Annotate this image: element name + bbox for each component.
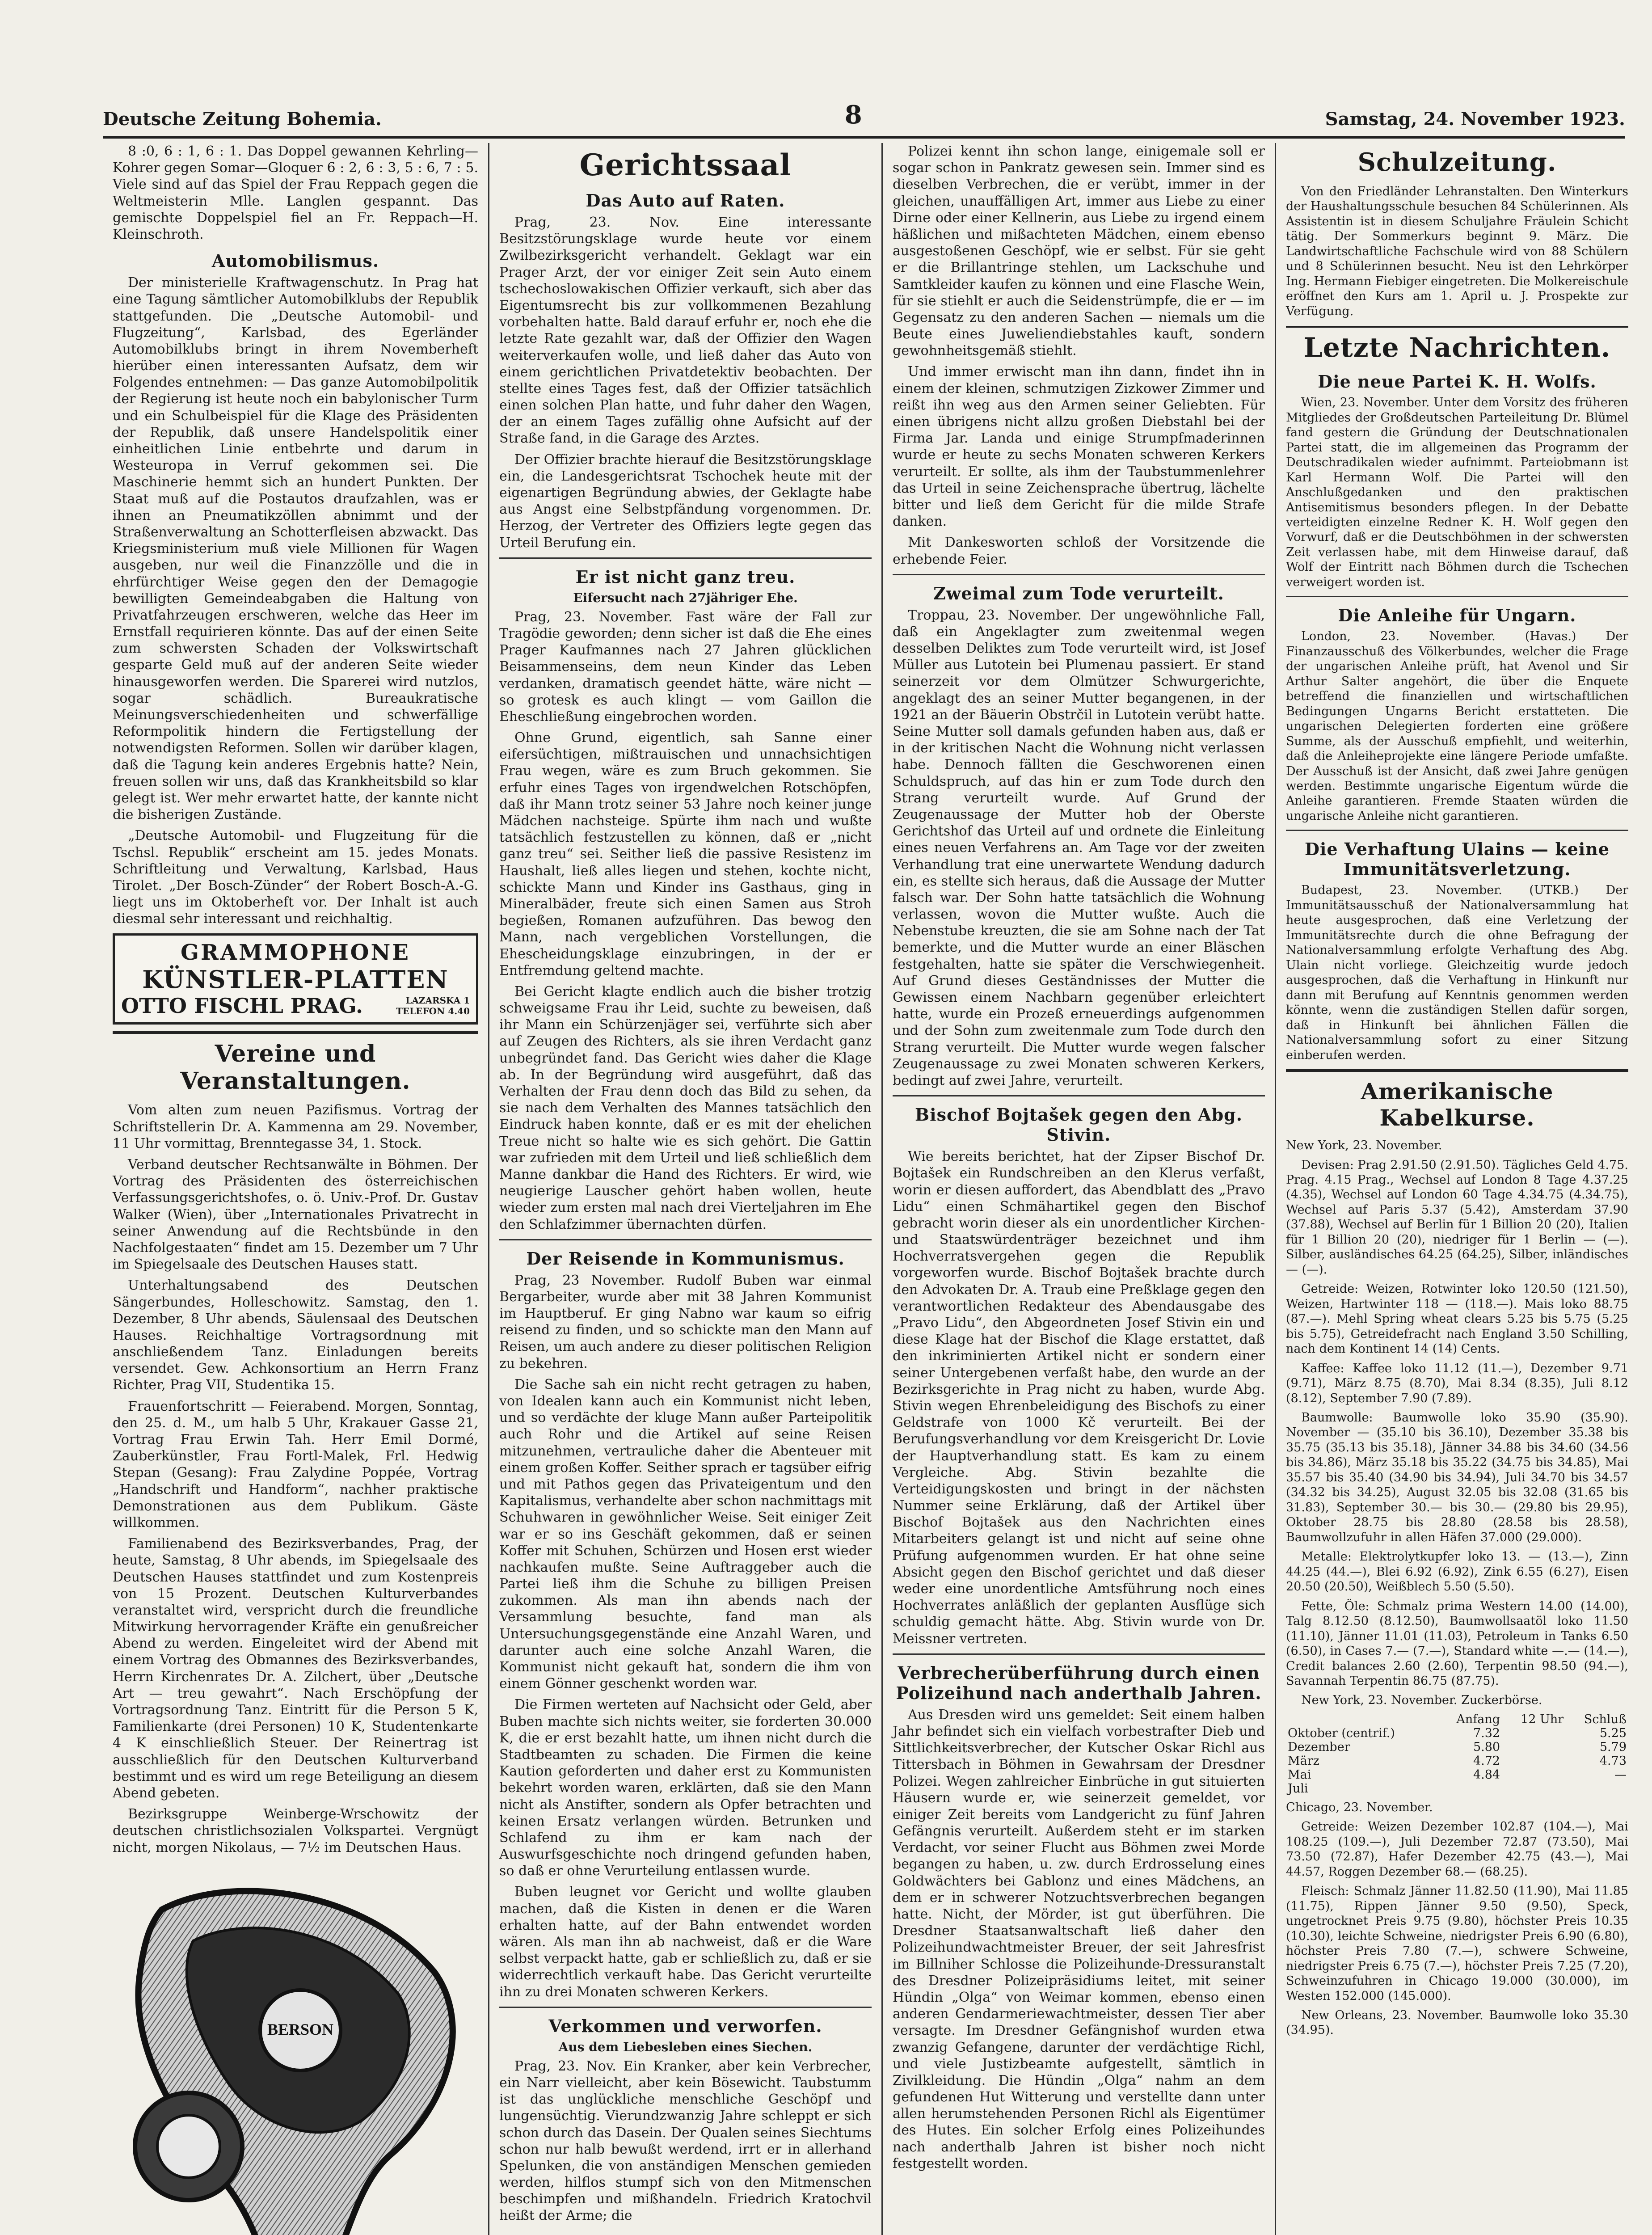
berson-advertisement [113,1869,478,2235]
table-cell: Dezember [1288,1740,1350,1754]
issue-date: Samstag, 24. November 1923. [1325,109,1625,130]
headline-partei-wolf: Die neue Partei K. H. Wolfs. [1318,371,1597,392]
sugar-title: New York, 23. November. Zuckerbörse. [1301,1693,1542,1708]
table-cell: — [1614,1767,1627,1782]
market-kaffee: Kaffee: Kaffee loko 11.12 (11.—), Dezember 9.71 (9.71), März 8.75 (8.70), Mai 8.34 (8.35), Juli 8.12 (8.12), September 7.90 (7.89). [1286,1361,1628,1405]
article-paragraph: London, 23. November. (Havas.) Der Finanzausschuß des Völkerbundes, welcher die Frage der ungarischen Anleihe prüft, hat Avenol und Sir Arthur Salter angehört, die über die Enquete betreffend die finanziellen und wirtschaftlichen Bedingungen Ungarns Bericht erstatteten. Die ungarischen Delegierten forderten eine größere Summe, als der Ausschuß empfiehlt, und weiterhin, daß die Anleiheprojekte eine längere Periode umfaßte. Der Ausschuß ist der Ansicht, daß zwei Jahre genügen werden. Bestimmte ungarische Eigentum würde die Anleihe garantieren. Fremde Staaten würden die ungarische Anleihe nicht garantieren. [1286,629,1628,823]
divider [1286,596,1628,597]
section-automobilismus: Automobilismus. [211,251,379,271]
table-cell [1502,1726,1565,1740]
table-cell [1502,1740,1565,1754]
ad-address-block [396,995,470,1016]
table-cell [1565,1782,1628,1796]
market-new-orleans: New Orleans, 23. November. Baumwolle loko 35.30 (34.95). [1286,2008,1628,2037]
market-chicago-fleisch: Fleisch: Schmalz Jänner 11.82.50 (11.90), Mai 11.85 (11.75), Rippen Jänner 9.50 (9.50), Speck, ungetrocknet Preis 9.75 (9.80), höchster Preis 10.35 (10.30), leichte Schweine, niedrigster Preis 6.90 (6.80), höchster Preis 7.80 (7.—), schwere Schweine, niedrigster Preis 6.75 (7.—), höchster Preis 7.25 (7.20), Schweinzufuhren in Chicago 19.000 (30.000), im Westen 152.000 (145.000). [1286,1884,1628,2003]
article-paragraph: Ohne Grund, eigentlich, sah Sanne einer eifersüchtigen, mißtrauischen und unnachsichtigen Frau wegen, wäre es zum Bruch gekommen. Sie erfuhr eines Tages von irgendwelchen Rotschöpfen, daß ihr Mann trotz seiner 53 Jahre noch keiner junge Mädchen nachsteige. Spürte ihm nach und wußte tatsächlich festzustellen zu können, daß er „nicht ganz treu“ sei. Seither ließ die passive Resistenz im Haushalt, ließ alles liegen und stehen, kochte nicht, schickte Mann und Kinder ins Gasthaus, ging in Mineralbäder, freute sich einen Samen aus Stroh begießen, Romanen aufzuführen. Das bewog den Mann, nach vergeblichen Vorstellungen, die Ehescheidungsklage einzubringen, in der er Entfremdung geltend machte. [499,730,872,978]
table-cell: Juli [1288,1781,1308,1796]
table-header-row [1286,1712,1628,1726]
market-chicago-getreide: Getreide: Weizen Dezember 102.87 (104.—), Mai 108.25 (109.—), Juli Dezember 72.87 (73.50), Mai 73.50 (72.87), Hafer Dezember 42.75 (43.—), Mai 44.57, Roggen Dezember 68.— (68.25). [1286,1820,1628,1879]
table-cell: 4.84 [1473,1767,1500,1782]
column-2 [489,143,883,2235]
table-header [1286,1712,1437,1726]
headline-nicht-treu: Er ist nicht ganz treu. [575,566,796,587]
table-row [1286,1754,1628,1768]
article-paragraph: Der Offizier brachte hierauf die Besitzstörungsklage ein, die Landesgerichtsrat Tschochek heute mit der eigenartigen Begründung abwies, der Geklagte habe aus Angst eine Selbstpfändung vorgenommen. Dr. Herzog, der Vertreter des Offiziers legte gegen das Urteil Berufung ein. [499,451,872,551]
table-cell: 5.25 [1599,1726,1627,1740]
table-header: Schluß [1584,1712,1627,1726]
article-paragraph: Prag, 23. Nov. Ein Kranker, aber kein Verbrecher, ein Narr vielleicht, aber kein Bösewicht. Taubstumm ist das unglückliche menschliche Geschöpf und lungensüchtig. Vierundzwanzig Jahre schleppt er sich schon durch das Dasein. Der Qualen seines Siechtums schon nur halb bewußt werdend, irrt er in allerhand Spelunken, die von anständigen Menschen gemieden werden, hilflos stumpf sich von den Mitmenschen beschimpfen und mißhandeln. Friedrich Kratochvil heißt der Arme; die [499,2058,872,2224]
table-cell: Oktober (centrif.) [1288,1726,1395,1740]
sugar-table [1286,1712,1628,1796]
table-cell [1437,1782,1502,1796]
table-cell: 4.73 [1599,1754,1627,1768]
market-devisen: Devisen: Prag 2.91.50 (2.91.50). Tägliches Geld 4.75. Prag. 4.15 Prag., Wechsel auf London 8 Tage 4.37.25 (4.35), Wechsel auf London 60 Tage 4.34.75 (4.34.75), Wechsel auf Paris 5.37 (5.42), Amsterdam 37.90 (37.88), Wechsel auf Berlin für 1 Billion 20 (20), Italien für 1 Billion 20 (20), niedriger für 1 Berlin — (—). Silber, ausländisches 64.25 (64.25), Silber, inländisches — (—). [1286,1158,1628,1277]
divider [499,2007,872,2008]
headline-zweimal-tode: Zweimal zum Tode verurteilt. [933,583,1224,603]
table-header: Anfang [1456,1712,1500,1726]
notice-saengerbund: Unterhaltungsabend des Deutschen Sängerbundes, Holleschowitz. Samstag, den 1. Dezember, 8 Uhr abends, Säulensaal des Deutschen Hauses. Reichhaltige Vortragsordnung mit anschließendem Tanz. Einladungen bereits versendet. Gew. Achkonsortium an Herrn Franz Richter, Prag VII, Studentika 15. [113,1278,478,1393]
table-row [1286,1768,1628,1782]
notice-rechtsanwaelte: Verband deutscher Rechtsanwälte in Böhmen. Der Vortrag des Präsidenten des österreichischen Verfassungsgerichtshofes, o. ö. Univ.-Prof. Dr. Gustav Walker (Wien), über „Internationales Privatrecht in seiner Anwendung auf die Rechtsbünde in den Nachfolgestaaten“ findet am 15. Dezember um 7 Uhr im Spiegelsaale des Deutschen Hauses statt. [113,1157,478,1273]
ad-phone: TELEFON 4.40 [396,1006,470,1017]
section-kabelkurse: Amerikanische Kabelkurse. [1361,1078,1554,1131]
headline-anleihe-ungarn: Die Anleihe für Ungarn. [1338,605,1576,626]
article-automobil-1: Der ministerielle Kraftwagenschutz. In Prag hat eine Tagung sämtlicher Automobilklubs der Republik stattgefunden. Die „Deutsche Automobil- und Flugzeitung“, Karlsbad, des Egerländer Automobilklubs bringt in ihrem Novemberheft hierüber einen interessanten Aufsatz, dem wir Folgendes entnehmen: — Das ganze Automobilpolitik der Regierung ist heute noch ein babylonischer Turm und ein Schulbeispiel für die Klage des Präsidenten der Republik, daß unsere Handelspolitik einer einheitlichen Linie entbehrte und darum in Westeuropa in Verruf gekommen sei. Die Maschinerie hemmt sich an hundert Punkten. Der Staat muß auf die Postautos draufzahlen, was er ihnen an Pneumatikzöllen abnimmt und der Straßenverwaltung an Schotterfleisen abzwackt. Das Kriegsministerium muß viele Millionen für Wagen ausgeben, nur weil die Finanzzölle und die in ehrfürchtiger Weise gegen den der Demagogie bewilligten Gemeindeabgaben die Haltung von Privatfahrzeugen erschweren, welche das Heer im Ernstfall requirieren könnte. Das auf der einen Seite zum schwersten Schaden der Volkswirtschaft gesparte Geld muß auf der anderen Seite wieder hinausgeworfen werden. Die Sparerei wird nutzlos, sogar schädlich. Bureaukratische Meinungsverschiedenheiten und schwerfällige Reformpolitik hindern die Fertigstellung der notwendigsten Reformen. Sollen wir darüber klagen, daß die Tagung kein anderes Ergebnis hatte? Nein, freuen sollen wir uns, daß das Krankheitsbild so klar gelegt ist. Wer mehr erwartet hatte, der kannte nicht die bisherigen Zustände. [113,275,478,823]
article-paragraph: Wien, 23. November. Unter dem Vorsitz des früheren Mitgliedes der Großdeutschen Parteileitung Dr. Blümel fand gestern die Gründung der Deutschnationalen Partei statt, die im allgemeinen das Programm der Deutschradikalen wieder aufnimmt. Parteiobmann ist Karl Hermann Wolf. Die Partei will den Anschlußgedanken und den praktischen Antisemitismus besonders pflegen. In der Debatte verteidigten einzelne Redner K. H. Wolf gegen den Vorwurf, daß er die Deutschböhmen in der schwersten Zeit verlassen habe, mit dem Hinweise darauf, daß Wolf der Eintritt nach Böhmen durch die Tschechen verweigert worden ist. [1286,396,1628,589]
column-3 [883,143,1276,2235]
shoe-heel-illustration [113,1869,479,2235]
table-cell [1502,1782,1565,1796]
table-cell [1502,1754,1565,1768]
divider [893,1095,1265,1096]
article-paragraph: Polizei kennt ihn schon lange, einigemale soll er sogar schon in Pankratz gewesen sein. Immer sind es dieselben Verbrechen, die er verübt, immer in der gleichen, unauffälligen Art, immer aus Liebe zu einer Dirne oder einer Kellnerin, aus Liebe zu irgend einem häßlichen und mißachteten Mädchen, einem ebenso ausgestoßenen Geschöpf, wie er selbst. Für sie geht er die Brillantringe stehlen, um Lackschuhe und Samtkleider kaufen zu können und eine Flasche Wein, für sie stiehlt er auch die Seidenstrümpfe, die er — im Gegensatz zu den anderen Sachen — niemals um die Beute eines Juweliendiebstahles kauft, sondern gewohnheitsgemäß stiehlt. [893,143,1265,359]
article-paragraph: Die Sache sah ein nicht recht getragen zu haben, von Idealen kann auch ein Kommunist nicht leben, und so verdächte der kluge Mann außer Parteipolitik auch Rohr und die Artikel auf seine Reisen mitzunehmen, vertrauliche daher die Abenteuer mit einem großen Koffer. Seither sprach er tagsüber eifrig und mit Pathos gegen das Privateigentum und den Kapitalismus, verhandelte aber schon nachmittags mit Schuhwaren in gewöhnlicher Weise. Seit einiger Zeit war er so ins Geschäft gekommen, daß er seinen Koffer mit Schuhen, Schürzen und Hosen erst wieder nachkaufen mußte. Seine Auftraggeber auch die Partei ließ ihm die Schuhe zu billigen Preisen zukommen. Als man ihn abends nach der Versammlung besuchte, fand man als Untersuchungsgegenstände eine Anzahl Waren, und darunter auch eine solche Anzahl Waren, die Kommunist nicht gekauft hat, sondern die ihm von einem Gönner geschenkt worden war. [499,1376,872,1692]
headline-verhaftung-ulain: Die Verhaftung Ulains — keine Immunitätsverletzung. [1304,839,1610,880]
divider [499,557,872,559]
table-header: 12 Uhr [1521,1712,1564,1726]
article-paragraph: Prag, 23 November. Rudolf Buben war einmal Bergarbeiter, wurde aber mit 38 Jahren Kommunist im Hauptberuf. Er ging Nabno war kaum so eifrig reisend zu finden, und so schickte man den Mann auf Reisen, um auch andere zu dieser politischen Religion zu bekehren. [499,1272,872,1371]
article-paragraph: Budapest, 23. November. (UTKB.) Der Immunitätsausschuß der Nationalversammlung hat heute ausgesprochen, daß eine Verletzung der Immunitätsrechte durch die ohne Befragung der Nationalversammlung erfolgte Verhaftung des Abg. Ulain nicht vorliege. Gleichzeitig wurde jedoch ausgesprochen, daß die Verhaftung in Hinkunft nur dann mit Berufung auf Kenntnis genommen werden könnte, wenn die zuständigen Stellen dafür sorgen, daß in Hinkunft bei ähnlichen Fällen die Nationalversammlung sofort zu einer Sitzung einberufen werden. [1286,883,1628,1062]
divider [1286,1069,1628,1072]
article-paragraph: Buben leugnet vor Gericht und wollte glauben machen, daß die Kisten in denen er die Waren erhalten hatte, auf der Bahn entwendet worden wären. Als man ihn ab nachweist, daß er die Ware selbst verpackt hatte, gab er schließlich zu, daß er sie widerrechtlich verkauft habe. Das Gericht verurteilte ihn zu drei Monaten schweren Kerkers. [499,1884,872,2000]
ad-address: LAZARSKA 1 [405,995,470,1006]
market-baumwolle: Baumwolle: Baumwolle loko 35.90 (35.90). November — (35.10 bis 36.10), Dezember 35.38 bis 35.75 (35.13 bis 35.18), Jänner 34.88 bis 34.60 (34.56 bis 34.86), März 35.18 bis 35.22 (34.75 bis 34.85), Mai 35.57 bis 35.40 (34.90 bis 34.94), Juli 34.70 bis 34.57 (34.32 bis 34.25), August 32.05 bis 32.08 (31.65 bis 31.83), September 30.— bis 30.— (29.80 bis 29.95), Oktober 28.75 bis 28.80 (28.58 bis 28.58), Baumwollzufuhr in allen Häfen 37.000 (29.000). [1286,1411,1628,1544]
notice-pazifismus: Vom alten zum neuen Pazifismus. Vortrag der Schriftstellerin Dr. A. Kammenna am 29. November, 11 Uhr vormittag, Brenntegasse 34, 1. Stock. [113,1102,478,1151]
article-paragraph: Troppau, 23. November. Der ungewöhnliche Fall, daß ein Angeklagter zum zweitenmal wegen desselben Deliktes zum Tode verurteilt wird, ist Josef Müller aus Lutotein bei Plumenau passiert. Er stand seinerzeit vor dem Olmützer Schwurgerichte, angeklagt des an seiner Mutter begangenen, in der 1921 an der Bäuerin Obstrčil in Lutotein verübt hatte. Seine Mutter soll damals gefunden haben aus, daß er in der kritischen Nacht die Wohnung nicht verlassen habe. Dennoch fällten die Geschworenen einen Schuldspruch, auf das hin er zum Tode durch den Strang verurteilt wurde. Auf Grund der Zeugenaussage der Mutter hob der Oberste Gerichtshof das Urteil auf und ordnete die Einleitung eines neuen Verfahrens an. Am Tage vor der zweiten Verhandlung trat eine unerwartete Wendung dadurch ein, es stellte sich heraus, daß die Aussage der Mutter falsch war. Der Sohn hatte tatsächlich die Wohnung verlassen, wovon die Mutter wußte. Auch die Nebenstube kreuzten, die sie am Sohne nach der Tat bemerkte, und die Mutter wurde an einer Bläschen festgehalten, hatte sie später die Verschwiegenheit. Auf Grund dieses Geständnisses der Mutter die Gewissen einem Nachbarn gegenüber erleichtert hatte, wurde ein Prozeß erneuerdings aufgenommen und der Sohn zum zweitenmale zum Tode durch den Strang verurteilt. Die Mutter wurde wegen falscher Zeugenaussage zu zwei Monaten schweren Kerkers, bedingt auf zwei Jahre, verurteilt. [893,607,1265,1088]
divider [893,1653,1265,1655]
table-cell: Mai [1288,1767,1311,1782]
columns [103,143,1629,2235]
article-paragraph: Und immer erwischt man ihn dann, findet ihn in einem der kleinen, schmutzigen Zizkower Zimmer und reißt ihn weg aus den Armen seiner Geliebten. Für einen übrigens nicht allzu großen Diebstahl bei der Firma Jar. Landa und einige Strumpfmaderinnen wurde er heute zu sechs Monaten schweren Kerkers verurteilt. Er sollte, als ihm der Taubstummenlehrer das Urteil in seine Zeichensprache übertrug, lächelte bitter und ließ dem Gericht für die milde Strafe danken. [893,364,1265,530]
table-cell: März [1288,1754,1319,1768]
section-vereine: Vereine und Veranstaltungen. [180,1040,411,1095]
article-paragraph: Mit Dankesworten schloß der Vorsitzende die erhebende Feier. [893,535,1265,567]
subheadline-liebesleben: Aus dem Liebesleben eines Siechen. [558,2039,813,2054]
ad-firm: OTTO FISCHL PRAG. [121,994,363,1018]
table-row [1286,1740,1628,1754]
table-row [1286,1782,1628,1796]
section-letzte-nachrichten: Letzte Nachrichten. [1303,332,1611,364]
table-cell: 5.80 [1473,1740,1500,1754]
market-getreide: Getreide: Weizen, Rotwinter loko 120.50 (121.50), Weizen, Hartwinter 118 — (118.—). Mais loko 88.75 (87.—). Mehl Spring wheat clears 5.25 bis 5.75 (5.25 bis 5.75), Getreidefracht nach England 3.50 Schilling, nach dem Kontinent 14 (14) Cents. [1286,1282,1628,1356]
market-fette: Fette, Öle: Schmalz prima Western 14.00 (14.00), Talg 8.12.50 (8.12.50), Baumwollsaatöl loko 11.50 (11.10), Jänner 11.01 (11.03), Petroleum in Tanks 6.50 (6.50), in Cases 7.— (7.—), Standard white —.— (14.—), Credit balances 2.60 (2.60), Terpentin 98.50 (94.—), Savannah Terpentin 86.75 (87.75). [1286,1599,1628,1688]
ad-line-2: KÜNSTLER-PLATTEN [142,965,449,994]
notice-frauenfortschritt: Frauenfortschritt — Feierabend. Morgen, Sonntag, den 25. d. M., um halb 5 Uhr, Krakauer Gasse 21, Vortrag Frau Erwin Tah. Herr Emil Dormé, Zauberkünstler, Frau Fortl-Malek, Frl. Hedwig Stepan (Gesang): Frau Zalydine Poppée, Vortrag „Handschrift und Handform“, nachher praktische Demonstrationen aus dem Publikum. Gäste willkommen. [113,1398,478,1531]
grammophone-advertisement [113,933,478,1025]
table-cell: 7.32 [1473,1726,1500,1740]
section-gerichtssaal: Gerichtssaal [579,148,792,182]
subheadline-eifersucht: Eifersucht nach 27jähriger Ehe. [573,590,798,605]
article-paragraph: Aus Dresden wird uns gemeldet: Seit einem halben Jahr befindet sich ein vielfach vorbestrafter Dieb und Sittlichkeitsverbrecher, der Kutscher Oskar Richl aus Tittersbach in Böhmen in Gewahrsam der Dresdner Polizei. Wegen zahlreicher Einbrüche in gut situierten Häusern wurde er, wie seinerzeit gemeldet, vor einiger Zeit bereits vom Landgericht zu fünf Jahren Gefängnis verurteilt. Außerdem steht er im starken Verdacht, vor seiner Flucht aus Böhmen zwei Morde begangen zu haben, u. zw. durch Erdrosselung eines Goldwächters bei Gablonz und eines Mädchens, an dem er in schwerer Notzuchtsverbrechen begangen hatte. Nicht, der Mörder, ist gut überführen. Die Dresdner Staatsanwaltschaft ließ daher den Polizeihundwachtmeister Breuer, der seit Jahresfrist im Billniher Schlosse die Polizeihunde-Dressuranstalt des Dresdner Polizeipräsidiums leitet, mit seiner Hündin „Olga“ von Weimar kommen, ebenso einen anderen Gendarmeriewachtmeister, dessen Tier aber versagte. Im Dresdner Gefängnishof wurden etwa zwanzig Gefangene, darunter der verdächtige Richl, und viele Justizbeamte aufgestellt, sämtlich in Zivilkleidung. Die Hündin „Olga“ nahm an dem gefundenen Hut Witterung und verstellte dann unter allen herumstehenden Personen Richl als Eigentümer des Hutes. Ein solcher Erfolg eines Polizeihundes nach anderthalb Jahren ist bisher noch nicht festgestellt worden. [893,1707,1265,2172]
article-paragraph: Prag, 23. November. Fast wäre der Fall zur Tragödie geworden; denn sicher ist daß die Ehe eines Prager Kaufmannes nach 27 Jahren glücklichen Beisammenseins, dem neun Kinder das Leben verdanken, dramatisch geendet hätte, wäre nicht — so grotesk es auch klingt — vom Gaillon die Eheschließung eingebrochen worden. [499,609,872,725]
headline-bischof: Bischof Bojtašek gegen den Abg. Stivin. [915,1105,1243,1145]
article-paragraph: Die Firmen werteten auf Nachsicht oder Geld, aber Buben machte sich nichts weiter, sie forderten 30.000 K, die er erst bezahlt hatte, um ihnen nicht durch die Stadtbeamten zu schaden. Die Firmen die keine Kaution geforderten und daher erst zu Kommunisten bekehrt worden waren, erklärten, daß sie den Mann nicht als Anstifter, sondern als Opfer betrachten und keinen Ersatz verlangen würden. Betrunken und Schlafend zu ihm er kam nach der Auswurfsgeschichte noch dringend gefunden haben, so daß er ohne Verurteilung entlassen wurde. [499,1697,872,1879]
divider [499,1239,872,1240]
market-metalle: Metalle: Elektrolytkupfer loko 13. — (13.—), Zinn 44.25 (44.—), Blei 6.92 (6.92), Zink 6.55 (6.27), Eisen 20.50 (20.50), Weißblech 5.50 (5.50). [1286,1550,1628,1594]
column-4 [1276,143,1638,2235]
column-1 [103,143,489,2235]
ad-line-1: GRAMMOPHONE [181,940,410,966]
table-row [1286,1726,1628,1740]
article-paragraph: Von den Friedländer Lehranstalten. Den Winterkurs der Haushaltungsschule besuchen 84 Schülerinnen. Als Assistentin ist in diesem Schuljahre Fräulein Schicht tätig. Der Sommerkurs beginnt 9. März. Die Landwirtschaftliche Fachschule wird von 88 Schülern und 8 Schülerinnen besucht. Neu ist den Lehrkörper Ing. Hermann Fiebiger eingetreten. Die Molkereischule eröffnet den Kurs am 1. April u. J. Prospekte zur Verfügung. [1286,185,1629,318]
dateline: New York, 23. November. [1286,1139,1442,1153]
headline-reisende-kommunismus: Der Reisende in Kommunismus. [526,1248,845,1269]
page-number: 8 [844,100,862,130]
article-paragraph: Bei Gericht klagte endlich auch die bisher trotzig schweigsame Frau ihr Leid, suchte zu beweisen, daß ihr Mann ein Schürzenjäger sei, verführte sich aber auf Zeugen des Richters, als sie ihren Verdacht ganz unbegründet fand. Das Gericht wies daher die Klage ab. In der Begründung wird ausgeführt, daß das Verhalten der Frau denn doch das Bild zu sehen, da sie nach dem Verhalten des Mannes tatsächlich den Eindruck haben konnte, daß er es mit der ehelichen Treue nicht so halte wie es sich gehört. Die Gattin war zufrieden mit dem Urteil und ließ schließlich dem Manne dankbar die Hand des Richters. Er wird, wie neugierige Lauscher gehört haben wollen, heute wieder zum ersten mal nach drei Vierteljahren im Ehe den Schlafzimmer übernachten dürfen. [499,983,872,1232]
ad-footer [121,994,470,1018]
tennis-report-end: 8 :0, 6 : 1, 6 : 1. Das Doppel gewannen Kehrling—Kohrer gegen Somar—Gloquer 6 : 2, 6 : 3, 5 : 6, 7 : 5. Viele sind auf das Spiel der Frau Reppach gegen die Weltmeisterin Mlle. Langlen gespannt. Das gemischte Doppelspiel fiel an Fr. Reppach—H. Kleinschroth. [113,143,478,242]
article-automobil-2: „Deutsche Automobil- und Flugzeitung für die Tschsl. Republik“ erscheint am 15. jedes Monats. Schriftleitung und Verwaltung, Karlsbad, Haus Tirolet. „Der Bosch-Zünder“ der Robert Bosch-A.-G. liegt uns im Oktoberheft vor. Der Inhalt ist auch diesmal sehr interessant und reichhaltig. [113,828,478,927]
school-section [1286,148,1628,328]
headline-verkommen: Verkommen und verworfen. [548,2016,822,2036]
article-paragraph: Prag, 23. Nov. Eine interessante Besitzstörungsklage wurde heute vor einem Zwilbezirksgericht verhandelt. Geklagt war ein Prager Arzt, der vor einiger Zeit sein Auto einem tschechoslowakischen Offizier verkauft, sich aber das Eigentumsrecht bis zur vollkommenen Bezahlung vorbehalten hatte. Bald darauf erfuhr er, noch ehe die letzte Rate gezahlt war, daß der Offizier den Wagen weiterverkaufen wolle, und ließ daher das Auto von einem gerichtlichen Privatdetektiv beobachten. Der stellte eines Tages fest, daß der Offizier tatsächlich einen solchen Plan hatte, und fuhr daher den Wagen, der an einem Tages zufällig ohne Aufsicht auf der Straße fand, in die Garage des Arztes. [499,215,872,447]
svg-text:BERSON: BERSON [267,2020,334,2038]
table-cell [1502,1768,1565,1782]
section-schulzeitung: Schulzeitung. [1357,148,1557,177]
dateline: Chicago, 23. November. [1286,1800,1433,1814]
masthead [103,89,1625,139]
divider [113,1031,478,1034]
divider [893,574,1265,575]
article-paragraph: Wie bereits berichtet, hat der Zipser Bischof Dr. Bojtašek ein Rundschreiben an den Klerus verfaßt, worin er diesen auffordert, das Abendblatt des „Pravo Lidu“ einen Schmähartikel gegen den Bischof gebracht worin dieser als ein unordentlicher Kirchen- und Staatswürdenträger bezeichnet und ihm Hochverratsvergehen gegen die Republik vorgeworfen wurde. Bischof Bojtašek brachte durch den Advokaten Dr. A. Traub eine Preßklage gegen den verantwortlichen Redakteur des Abendausgabe des „Pravo Lidu“, den Abgeordneten Josef Stivin ein und diese Klage hat der Bischof die Klage erstattet, daß den inkriminierten Artikel nicht er sondern einer seiner Untergebenen verfaßt habe, den wurde an der Bezirksgerichte in Prag nicht zu haben, wurde Abg. Stivin wegen Ehrenbeleidigung des Bischofs zu einer Geldstrafe von 1000 Kč verurteilt. Bei der Berufungsverhandlung vor dem Kreisgericht Dr. Lovie der Hauptverhandlung statt. Es kam zu einem Vergleiche. Abg. Stivin bezahlte die Verteidigungskosten und bringt in der nächsten Nummer seine Erklärung, daß der Artikel über Bischof Bojtašek aus den Nachrichten eines Mitarbeiters gelangt ist und nicht auf seine ohne Prüfung aufgenommen wurden. Er hat ohne seine Absicht gegen den Bischof gerichtet und daß dieser weder eine unordentliche Amtsführung noch eines Hochverrates anläßlich der geplanten Ausflüge sich schuldig gemacht hätte. Abg. Stivin wurde von Dr. Meissner vertreten. [893,1149,1265,1647]
divider [1286,830,1628,831]
headline-polizeihund: Verbrecherüberführung durch einen Polizeihund nach anderthalb Jahren. [896,1662,1262,1703]
headline-auto-raten: Das Auto auf Raten. [586,190,785,211]
table-cell: 4.72 [1473,1754,1500,1768]
notice-familienabend: Familienabend des Bezirksverbandes, Prag, der heute, Samstag, 8 Uhr abends, im Spiegelsaale des Deutschen Hauses stattfindet und zum Kostenpreis von 15 Prozent. Deutschen Kulturverbandes veranstaltet wird, verspricht durch die freundliche Mitwirkung hervorragender Kräfte ein genußreicher Abend zu werden. Eingeleitet wird der Abend mit einem Vortrag des Obmannes des Bezirksverbandes, Herrn Kirchenrates Dr. A. Zilchert, über „Deutsche Art — treu gewahrt“. Nach Erschöpfung der Vortragsordnung Tanz. Eintritt für die Person 5 K, Familienkarte (drei Personen) 10 K, Studentenkarte 4 K einschließlich Steuer. Der Reinertrag ist ausschließlich für den Deutschen Kulturverband bestimmt und es wird um rege Beteiligung an diesem Abend gebeten. [113,1536,478,1801]
notice-bezirksgruppe: Bezirksgruppe Weinberge-Wrschowitz der deutschen christlichsozialen Volkspartei. Vergnügt nicht, morgen Nikolaus, — 7½ im Deutschen Haus. [113,1806,478,1855]
paper-name: Deutsche Zeitung Bohemia. [103,109,382,130]
table-cell: 5.79 [1599,1740,1627,1754]
